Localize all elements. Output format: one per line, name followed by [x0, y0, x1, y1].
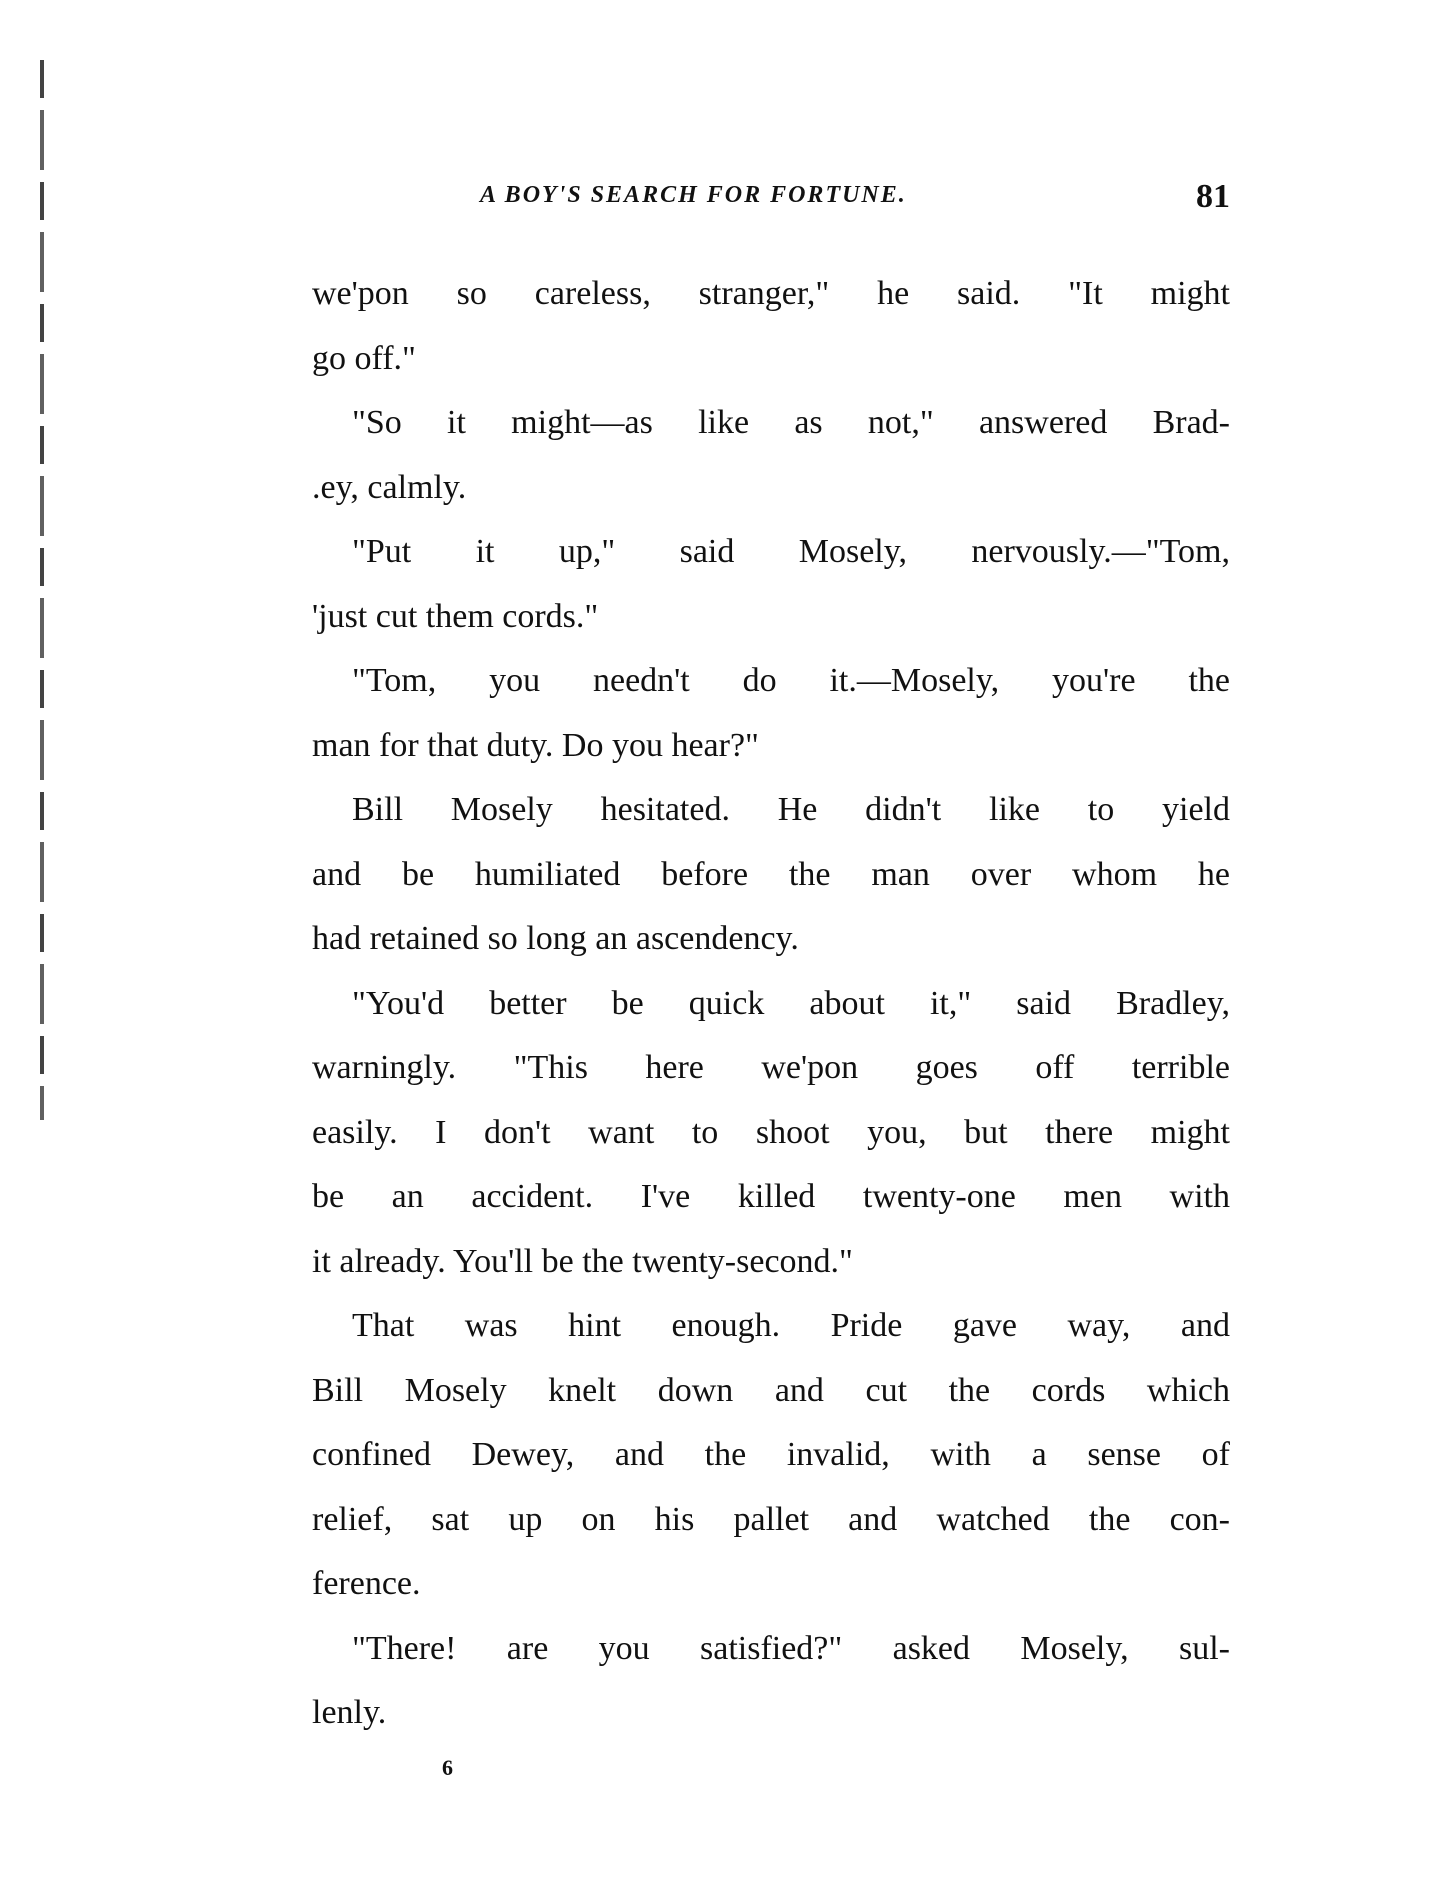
text-line: ference.	[312, 1565, 421, 1602]
text-line: "So it might—as like as not," answered Brad-	[352, 404, 1230, 441]
text-line: "Tom, you needn't do it.—Mosely, you're the	[352, 662, 1230, 699]
text-line: easily. I don't want to shoot you, but there might	[312, 1113, 1230, 1151]
text-line: "Put it up," said Mosely, nervously.—"Tom,	[352, 533, 1230, 570]
text-line: lenly.	[312, 1694, 387, 1731]
text-line: warningly. "This here we'pon goes off terrible	[312, 1049, 1230, 1086]
text-line: .ey, calmly.	[312, 468, 467, 506]
text-line: Bill Mosely hesitated. He didn't like to yield	[352, 791, 1230, 828]
text-line: relief, sat up on his pallet and watched the con-	[312, 1500, 1230, 1538]
text-line: "There! are you satisfied?" asked Mosely, sul-	[352, 1629, 1230, 1667]
text-line: be an accident. I've killed twenty-one men with	[312, 1178, 1230, 1215]
running-head-title: A BOY'S SEARCH FOR FORTUNE.	[480, 182, 907, 208]
page-number: 81	[1196, 178, 1230, 215]
text-line: man for that duty. Do you hear?"	[312, 726, 759, 764]
text-line: it already. You'll be the twenty-second."	[312, 1242, 853, 1280]
text-line: and be humiliated before the man over whom he	[312, 855, 1230, 893]
text-line: 'just cut them cords."	[312, 597, 599, 635]
body-text	[312, 262, 1230, 1746]
binding-edge	[40, 60, 44, 1120]
text-line: we'pon so careless, stranger," he said. "It might	[312, 275, 1230, 312]
signature-mark: 6	[442, 1755, 453, 1780]
text-line: had retained so long an ascendency.	[312, 920, 799, 957]
text-line: go off."	[312, 339, 416, 377]
text-line: confined Dewey, and the invalid, with a sense of	[312, 1436, 1230, 1473]
running-head	[480, 178, 1230, 218]
text-line: That was hint enough. Pride gave way, and	[352, 1307, 1230, 1344]
text-line: "You'd better be quick about it," said Bradley,	[352, 984, 1230, 1022]
text-line: Bill Mosely knelt down and cut the cords which	[312, 1371, 1230, 1409]
